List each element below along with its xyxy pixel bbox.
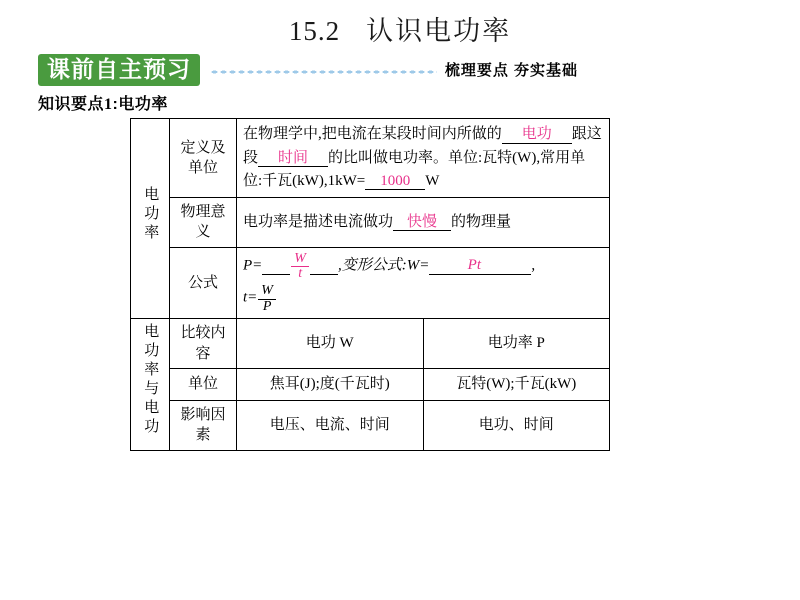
row-label-factors: 影响因素	[170, 401, 237, 451]
knowledge-point-separator: :	[112, 96, 119, 114]
formula-blank-trail	[310, 257, 338, 275]
section-banner-subtitle: 梳理要点 夯实基础	[444, 61, 578, 79]
row-content-formula	[237, 247, 610, 319]
page-title	[0, 0, 800, 48]
group-label-power: 电功率	[131, 119, 170, 319]
formula-blank-pt-trail	[491, 257, 531, 275]
knowledge-point-heading	[38, 91, 800, 114]
row-content-definition: 在物理学中,把电流在某段时间内所做的 电功 跟这段 时间 的比叫做电功率。单位:瓦特(W),常用单位:千瓦(kW),1kW= 1000 W	[237, 119, 610, 198]
section-banner-label: 课前自主预习	[38, 54, 200, 86]
knowledge-table	[130, 118, 610, 450]
banner-dots-divider	[210, 70, 437, 74]
formula-blank-pt-lead	[429, 257, 457, 275]
knowledge-table-wrapper	[130, 118, 610, 450]
formula-line-1: P= $\frac{W}{t}$ ,变形公式:W= Pt ,	[243, 250, 536, 282]
answer-blank-1: 电功	[502, 126, 572, 144]
knowledge-point-number: 1	[104, 96, 113, 114]
answer-blank-5: Pt	[457, 257, 491, 275]
section-banner	[38, 54, 578, 86]
answer-blank-2: 时间	[258, 150, 328, 168]
table-row	[131, 119, 610, 198]
page-title-number: 15.2	[288, 16, 341, 46]
row-label-definition: 定义及单位	[170, 119, 237, 198]
table-row	[131, 401, 610, 451]
compare-col2-header: 电功率 P	[423, 319, 610, 369]
factors-col1-value: 电压、电流、时间	[237, 401, 424, 451]
group-label-power-vs-work: 电功率与电功	[131, 319, 170, 450]
factors-col2-value: 电功、时间	[423, 401, 610, 451]
row-label-formula: 公式	[170, 247, 237, 319]
unit-col1-value: 焦耳(J);度(千瓦时)	[237, 368, 424, 400]
formula-blank-lead	[262, 257, 290, 275]
table-row	[131, 319, 610, 369]
row-label-unit: 单位	[170, 368, 237, 400]
row-content-meaning: 电功率是描述电流做功 快慢 的物理量	[237, 198, 610, 248]
answer-blank-4: 快慢	[393, 214, 451, 232]
answer-blank-3: 1000	[365, 173, 425, 191]
table-row	[131, 368, 610, 400]
formula-fraction-w-over-p: $\frac{W}{P}$	[258, 284, 276, 314]
row-label-compare: 比较内容	[170, 319, 237, 369]
unit-col2-value: 瓦特(W);千瓦(kW)	[423, 368, 610, 400]
knowledge-point-name: 电功率	[118, 96, 168, 114]
row-label-meaning: 物理意义	[170, 198, 237, 248]
formula-line-2: t= $\frac{W}{P}$	[243, 284, 603, 314]
page-title-text: 认识电功率	[366, 16, 512, 46]
knowledge-point-prefix: 知识要点	[38, 96, 105, 114]
formula-fraction-w-over-t: $\frac{W}{t}$	[291, 252, 309, 282]
table-row	[131, 247, 610, 319]
table-row	[131, 198, 610, 248]
compare-col1-header: 电功 W	[237, 319, 424, 369]
